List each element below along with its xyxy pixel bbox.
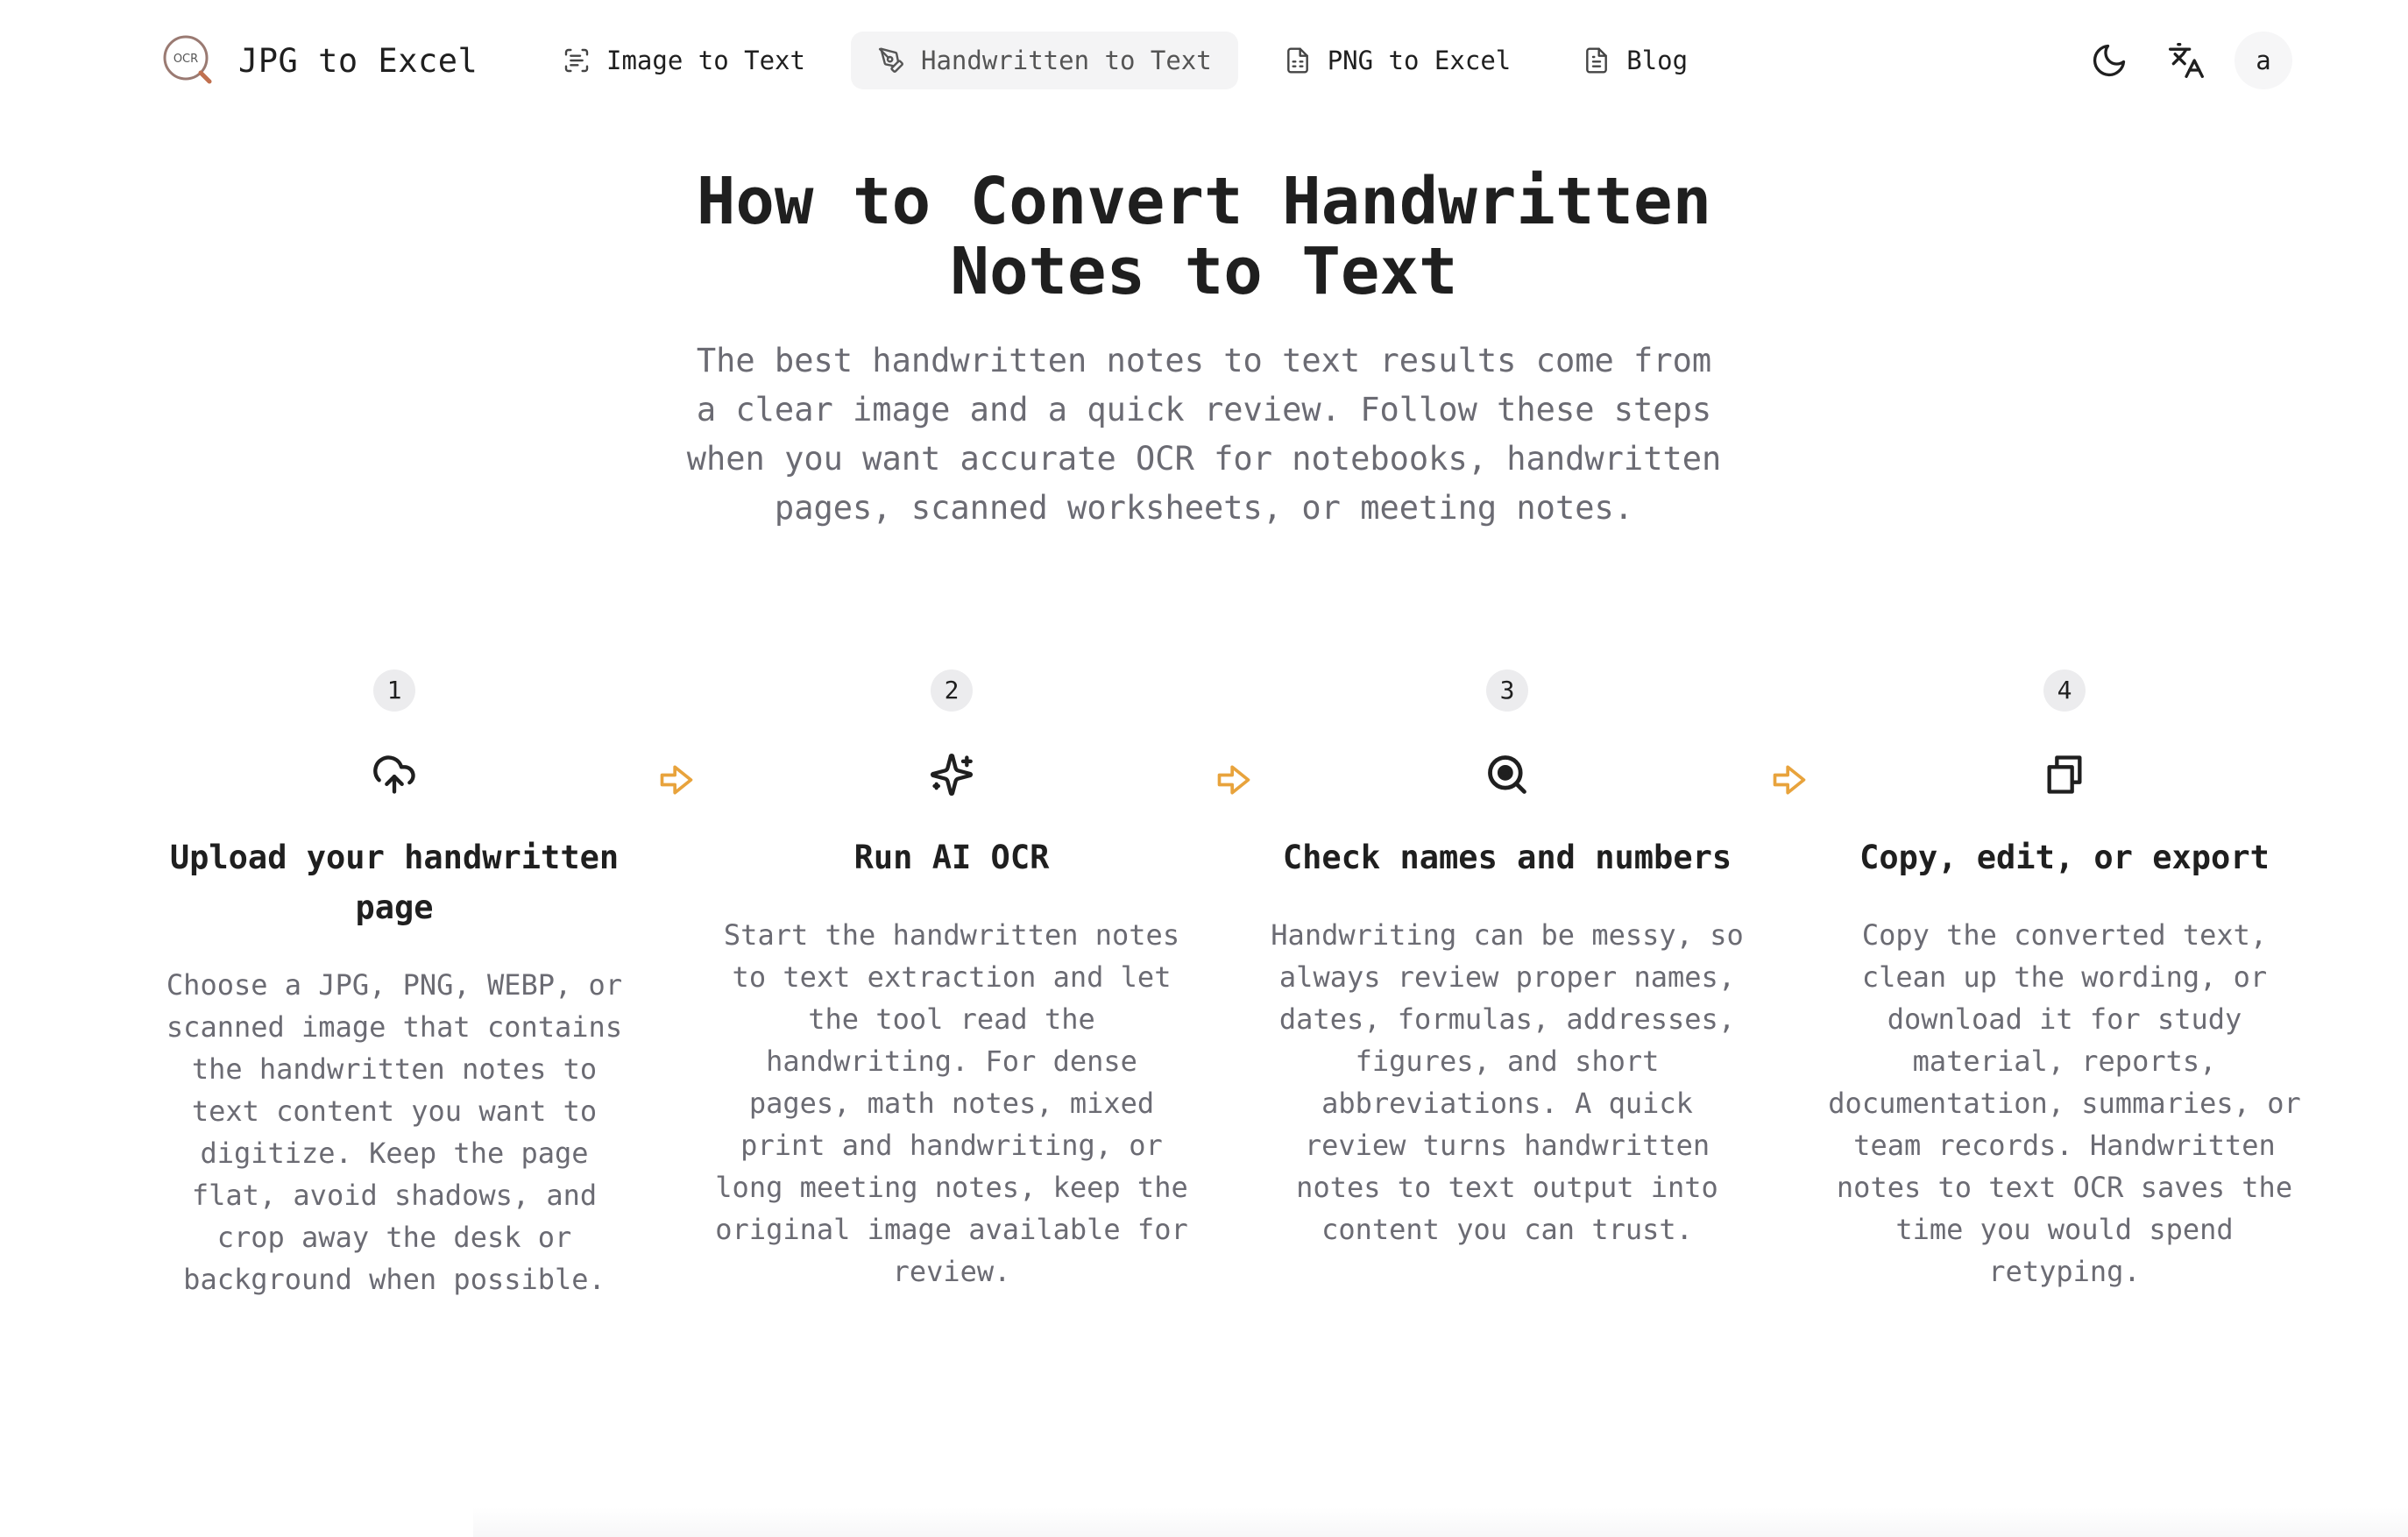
main-nav [536, 32, 1733, 89]
step-description: Start the handwritten notes to text extraction and let the tool read the handwriting. For dense pages, math notes, mixed print and handwriting, or long meeting notes, keep the original image available for review. [715, 918, 1188, 1288]
step-card-1 [158, 669, 631, 1300]
step-card-2 [715, 669, 1188, 1293]
arrow-right-icon [657, 761, 696, 799]
step-description: Copy the converted text, clean up the wording, or download it for study material, reports, documentation, summaries, or team records. Handwritten notes to text OCR saves the time you would spend retyping. [1828, 918, 2301, 1288]
step-number: 2 [931, 669, 973, 712]
nav-item-image-to-text[interactable] [536, 32, 832, 89]
nav-label: Image to Text [606, 46, 805, 75]
nav-label: PNG to Excel [1327, 46, 1512, 75]
nav-label: Blog [1626, 46, 1689, 75]
step-number: 1 [373, 669, 415, 712]
step-card-3 [1271, 669, 1744, 1250]
step-title: Upload your handwritten page [169, 839, 620, 926]
language-button[interactable] [2157, 32, 2215, 89]
cloud-upload-icon [372, 752, 417, 797]
step-title: Run AI OCR [853, 839, 1050, 876]
header-actions [2061, 32, 2292, 89]
step-description: Choose a JPG, PNG, WEBP, or scanned image that contains the handwritten notes to text content you want to digitize. Keep the page flat, avoid shadows, and crop away the desk or background when possible. [166, 968, 623, 1296]
svg-text:OCR: OCR [173, 53, 199, 66]
step-number: 4 [2043, 669, 2086, 712]
nav-label: Handwritten to Text [920, 46, 1212, 75]
document-icon [1583, 46, 1611, 74]
step-title: Check names and numbers [1282, 839, 1732, 876]
theme-toggle-button[interactable] [2080, 32, 2138, 89]
arrow-right-icon [1215, 761, 1253, 799]
hero-section [0, 166, 2408, 533]
translate-icon [2167, 41, 2206, 80]
avatar[interactable]: a [2234, 32, 2292, 89]
brand-link[interactable] [159, 32, 478, 89]
nav-item-blog[interactable] [1556, 32, 1714, 89]
arrow-right-icon [1770, 761, 1809, 799]
step-card-4 [1828, 669, 2301, 1293]
ocr-logo-icon [159, 32, 217, 89]
pen-tool-icon [877, 46, 905, 74]
nav-item-handwritten-to-text[interactable] [851, 32, 1238, 89]
bottom-divider [473, 1507, 2408, 1537]
step-description: Handwriting can be messy, so always review proper names, dates, formulas, addresses, figures, and short abbreviations. A quick review turns handwritten notes to text output into content you can trust. [1271, 918, 1744, 1246]
spreadsheet-file-icon [1284, 46, 1312, 74]
page-title: How to Convert Handwritten Notes to Text [696, 164, 1712, 309]
nav-item-png-to-excel[interactable] [1257, 32, 1538, 89]
magnify-check-icon [1484, 752, 1530, 797]
scan-text-icon [563, 46, 591, 74]
sparkles-icon [929, 752, 974, 797]
step-title: Copy, edit, or export [1859, 839, 2270, 876]
brand-name: JPG to Excel [238, 41, 478, 80]
moon-icon [2090, 41, 2128, 80]
step-number: 3 [1486, 669, 1528, 712]
steps-section [158, 669, 2301, 1335]
copy-icon [2042, 752, 2087, 797]
page-description: The best handwritten notes to text results come from a clear image and a quick review. Follow these steps when you want accurate OCR for notebooks, handwritten pages, scanned worksheets, or meeting notes. [686, 342, 1722, 527]
site-header [0, 0, 2408, 123]
